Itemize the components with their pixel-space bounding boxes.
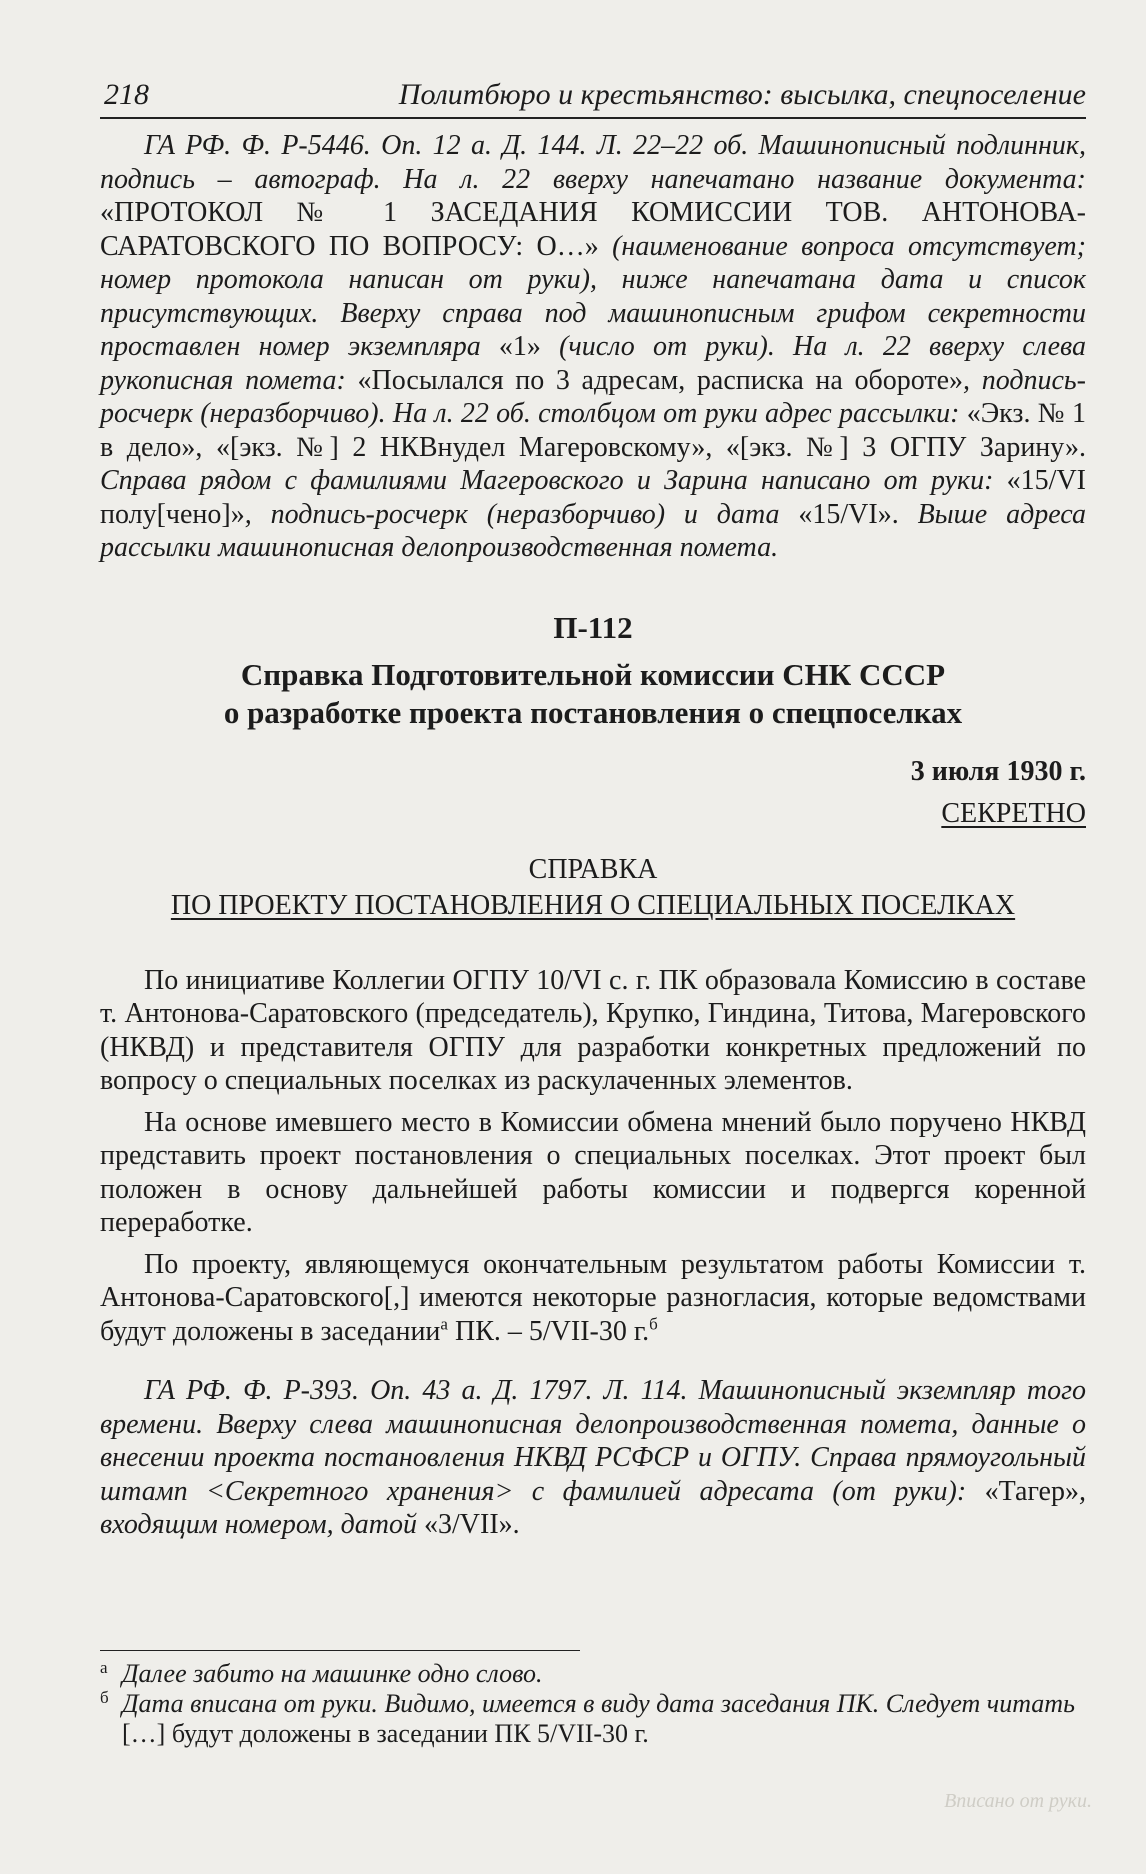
heading-line-wrap [100,888,1086,924]
footnote-text: Дата вписана от руки. Видимо, имеется в виду дата заседания ПК. Следует читать [122,1688,1075,1718]
source-note-italic: ГА РФ. Ф. Р-5446. Оп. 12 а. Д. 144. Л. 22–22 об. Машинописный подлинник, подпись – автограф. На л. 22 вверху напечатано название документа: [100,130,1086,195]
document-title-line: о разработке проекта постановления о спецпоселках [223,694,963,730]
running-header [100,78,1086,119]
document-heading [100,852,1086,924]
source-note-italic: ГА РФ. Ф. Р-393. Оп. 43 а. Д. 1797. Л. 114. Машинописный экземпляр того времени. Вверху слева машинописная делопроизводственная помета, данные о внесении проекта постановления НКВД РСФСР и ОГПУ. Справа прямоугольный штамп <Секретного хранения> с фамилией адресата (от руки): [100,1375,1086,1507]
footnote-ref-b[interactable]: б [649,1314,658,1334]
secrecy-label: СЕКРЕТНО [941,797,1086,829]
archival-source-note [100,129,1086,565]
archival-source-note-2 [100,1374,1086,1542]
document-title-line: Справка Подготовительной комиссии СНК СССР [240,656,946,692]
source-note-italic: Справа рядом с фамилиями Магеровского и Зарина написано от руки: [100,465,1007,496]
paragraph-text: ПК. – 5/VII-30 г. [447,1315,650,1347]
source-note-italic: , подпись-росчерк (неразборчиво). На л. 22 об. столбцом от руки адрес рассылки: [100,364,1086,429]
page [100,78,1086,1749]
source-note-quote: «3/VII». [424,1509,520,1540]
footnote-marker: а [100,1657,108,1677]
secrecy-stamp [100,798,1086,830]
source-note-italic: Выше адреса рассылки машинописная делопроизводственная помета. [100,498,1086,563]
source-note-italic: , входящим номером, датой [100,1475,1086,1540]
body-paragraph-1: По инициативе Коллегии ОГПУ 10/VI с. г. ПК образовала Комиссию в составе т. Антонова-Саратовского (председатель), Крупко, Гиндина, Титова, Магеровского (НКВД) и представителя ОГПУ для разработки конкретных предложений по вопросу о специальных поселках из раскулаченных элементов. [100,964,1086,1096]
source-note-quote: «ПРОТОКОЛ № 1 ЗАСЕДАНИЯ КОМИССИИ ТОВ. АНТОНОВА-САРАТОВСКОГО ПО ВОПРОСУ: О…» [100,197,1086,262]
source-note-quote: «Тагер» [984,1475,1079,1507]
heading-line: СПРАВКА [528,853,658,885]
bleed-through-text: Вписано от руки. [944,1790,1092,1812]
source-note-quote: «15/VI». [798,498,899,530]
footnote-divider [100,1650,580,1651]
document-title [100,656,1086,732]
page-number: 218 [104,78,149,111]
document-number: П-112 [553,609,633,645]
source-note-italic: , подпись-росчерк (неразборчиво) и дата [244,498,799,530]
body-paragraph-3 [100,1248,1086,1349]
footnote-b [100,1689,1086,1749]
paragraph-text: По проекту, являющемуся окончательным результатом работы Комиссии т. Антонова-Саратовского[,] имеются некоторые разногласия, которые ведомствами будут доложены в заседании [100,1248,1086,1347]
footnote-text: […] будут доложены в заседании ПК 5/VII-30 г. [122,1718,649,1748]
heading-line: ПО ПРОЕКТУ ПОСТАНОВЛЕНИЯ О СПЕЦИАЛЬНЫХ ПОСЕЛКАХ [170,889,1016,921]
footnote-ref-a[interactable]: а [440,1314,448,1334]
source-note-quote: «1» [498,331,541,362]
document-date: 3 июля 1930 г. [910,755,1086,787]
body-paragraph-2: На основе имевшего место в Комиссии обмена мнений было поручено НКВД представить проект постановления о специальных поселках. Этот проект был положен в основу дальнейшей работы комиссии и подвергся коренной переработке. [100,1106,1086,1238]
footnote-a [100,1659,1086,1689]
source-note-italic: (число от руки). На л. 22 вверху слева рукописная помета: [100,331,1087,396]
footnote-text: Далее забито на машинке одно слово. [122,1658,543,1688]
source-note-italic: (наименование вопроса отсутствует; номер протокола написан от руки), ниже напечатана дата и список присутствующих. Вверху справа под машинописным грифом секретности проставлен номер экземпляра [100,230,1086,362]
footnote-marker: б [100,1687,109,1707]
running-title: Политбюро и крестьянство: высылка, спецпоселение [398,78,1086,111]
source-note-quote: «Экз. № 1 в дело», «[экз. №] 2 НКВнудел Магеровскому», «[экз. №] 3 ОГПУ Зарину». [100,398,1087,463]
source-note-quote: «Посылался по 3 адресам, расписка на обороте» [357,364,964,396]
source-note-quote: «15/VI полу[чено]» [100,465,1086,530]
